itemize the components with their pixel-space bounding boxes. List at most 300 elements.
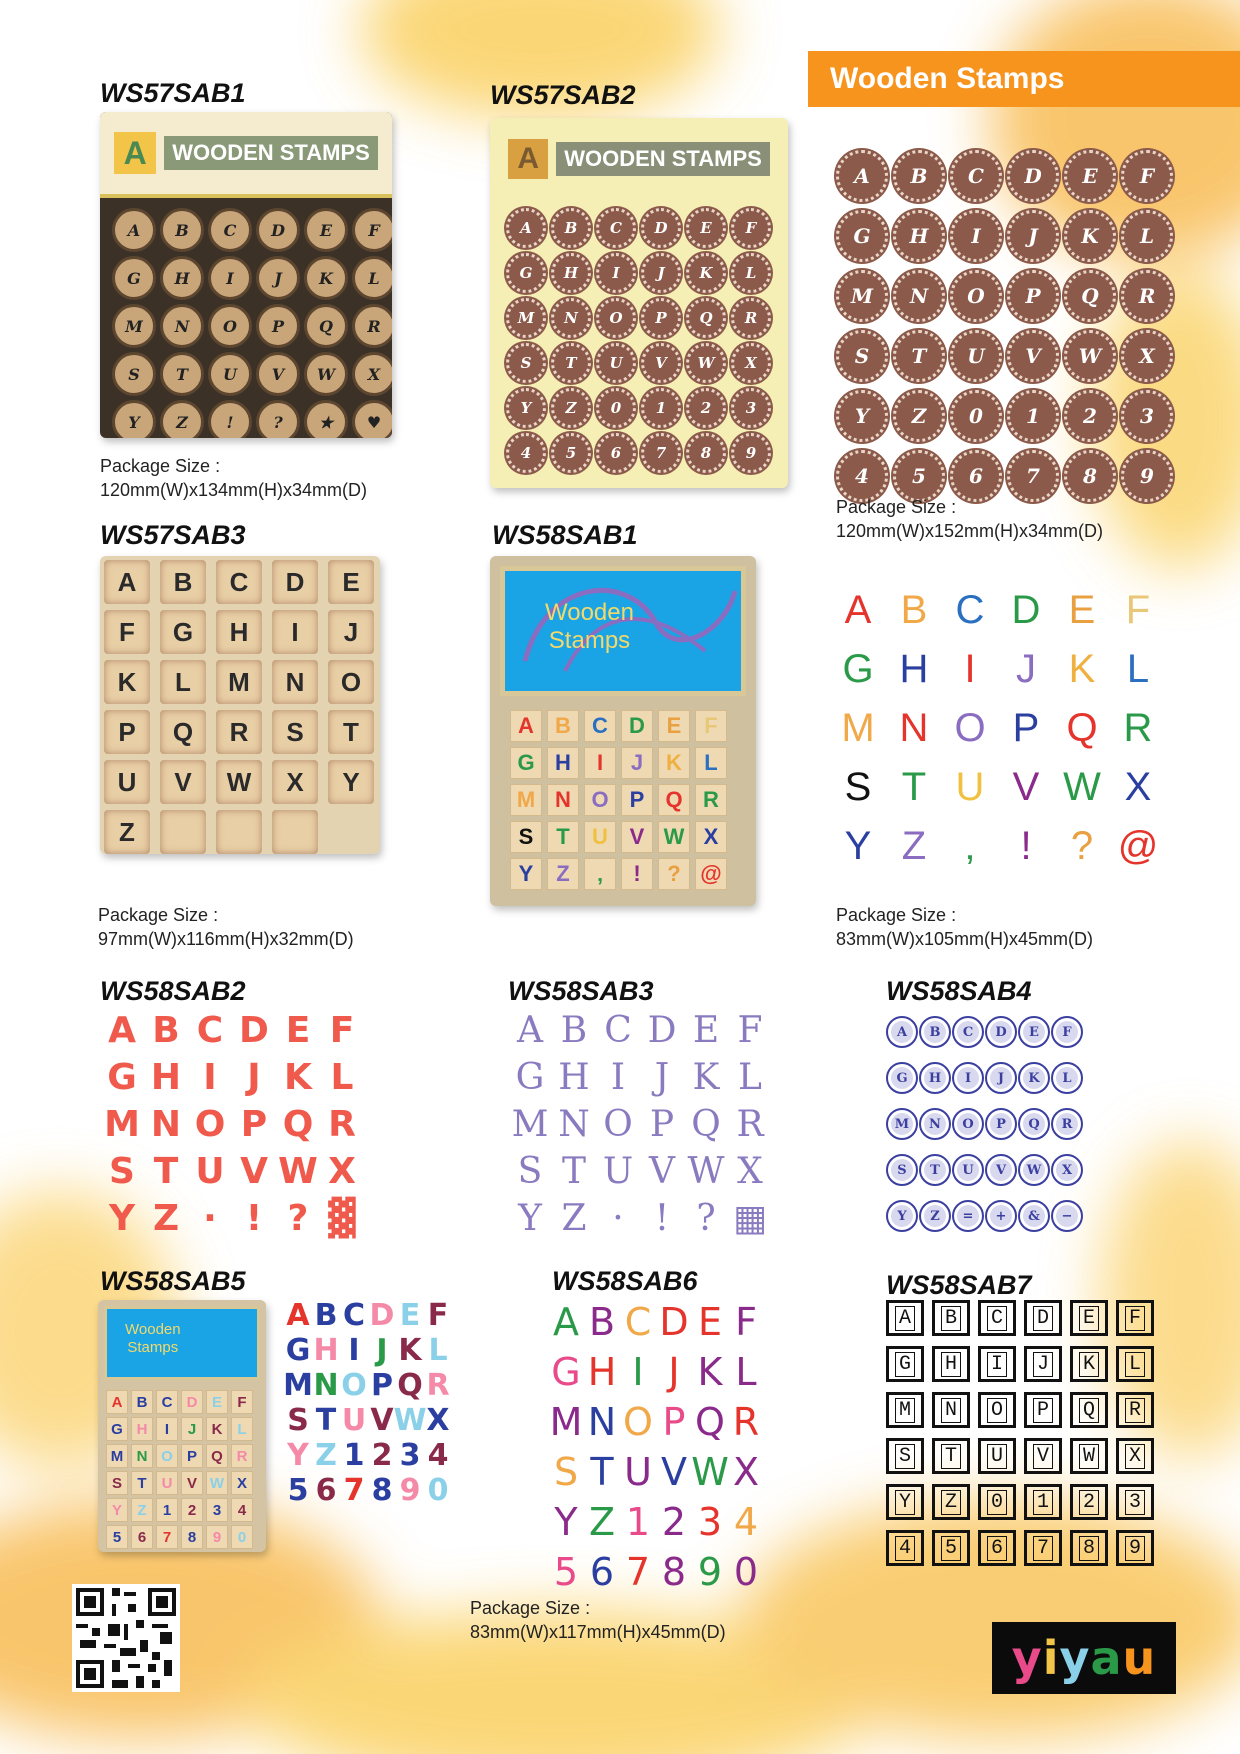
package-size-dimensions: 97mm(W)x116mm(H)x32mm(D) bbox=[98, 929, 354, 949]
imprint-grid-ws58sab6 bbox=[548, 1300, 764, 1594]
stamp-top: K bbox=[686, 253, 726, 293]
stamp-imprint: · bbox=[203, 1198, 217, 1239]
stamp-grid bbox=[490, 706, 756, 894]
stamp-imprint: C bbox=[978, 1300, 1016, 1336]
stamp-imprint: W bbox=[393, 1403, 427, 1438]
stamp-top: L bbox=[352, 256, 392, 300]
stamp-top: F bbox=[695, 710, 727, 742]
stamp-imprint: ! bbox=[1020, 824, 1032, 868]
stamp-top: Q bbox=[686, 298, 726, 338]
stamp-imprint: 4 bbox=[733, 1500, 759, 1544]
stamp-imprint: U bbox=[624, 1450, 652, 1494]
stamp-imprint: R bbox=[736, 1104, 764, 1145]
stamp-top: X bbox=[231, 1471, 253, 1495]
stamp-imprint: G bbox=[285, 1333, 311, 1368]
stamp-top: R bbox=[695, 784, 727, 816]
stamp-imprint: A bbox=[517, 1010, 543, 1051]
stamp-imprint: 7 bbox=[625, 1550, 651, 1594]
stamp-imprint: Y bbox=[108, 1198, 136, 1239]
stamp-imprint: X bbox=[732, 1450, 760, 1494]
stamp-imprint: D bbox=[985, 1016, 1017, 1048]
stamp-grid bbox=[490, 200, 788, 481]
stamp-imprint: W bbox=[687, 1151, 725, 1192]
stamp-imprint: I bbox=[950, 210, 1002, 262]
stamp-top: @ bbox=[695, 858, 727, 890]
stamp-imprint: 2 bbox=[1070, 1484, 1108, 1520]
stamp-top: O bbox=[596, 298, 636, 338]
stamp-imprint: Y bbox=[287, 1438, 309, 1473]
stamp-top: N bbox=[131, 1444, 153, 1468]
stamp-top: 7 bbox=[156, 1525, 178, 1549]
stamp-top: C bbox=[156, 1390, 178, 1414]
stamp-imprint: P bbox=[1012, 706, 1040, 750]
stamp-imprint: W bbox=[691, 1450, 729, 1494]
stamp-imprint: C bbox=[604, 1010, 632, 1051]
stamp-imprint: 6 bbox=[978, 1530, 1016, 1566]
stamp-imprint: E bbox=[1068, 588, 1096, 632]
stamp-imprint: X bbox=[1121, 330, 1173, 382]
stamp-imprint: Q bbox=[691, 1104, 721, 1145]
stamp-imprint: J bbox=[668, 1350, 680, 1394]
stamp-imprint: S bbox=[517, 1151, 543, 1192]
box-header bbox=[100, 112, 392, 198]
imprint-grid-ws58sab3 bbox=[508, 1010, 772, 1239]
stamp-imprint: I bbox=[632, 1350, 644, 1394]
stamp-imprint: Q bbox=[1066, 706, 1098, 750]
stamp-top: P bbox=[104, 710, 150, 754]
stamp-imprint: 2 bbox=[371, 1438, 393, 1473]
stamp-imprint: K bbox=[398, 1333, 422, 1368]
stamp-imprint: T bbox=[561, 1151, 586, 1192]
stamp-imprint: D bbox=[1011, 588, 1041, 632]
stamp-imprint: M bbox=[886, 1392, 924, 1428]
stamp-top: P bbox=[181, 1444, 203, 1468]
stamp-imprint: C bbox=[955, 588, 985, 632]
package-size-label: Package Size : bbox=[836, 905, 957, 925]
stamp-imprint: 1 bbox=[1007, 390, 1059, 442]
stamp-imprint: E bbox=[1064, 150, 1116, 202]
stamp-top: 4 bbox=[231, 1498, 253, 1522]
stamp-top: C bbox=[584, 710, 616, 742]
package-size-dimensions: 83mm(W)x117mm(H)x45mm(D) bbox=[470, 1622, 726, 1642]
stamp-imprint: 8 bbox=[1070, 1530, 1108, 1566]
stamp-imprint: V bbox=[1024, 1438, 1062, 1474]
stamp-top: Q bbox=[658, 784, 690, 816]
stamp-imprint: 9 bbox=[399, 1473, 421, 1508]
stamp-imprint: B bbox=[932, 1300, 970, 1336]
stamp-imprint: & bbox=[1018, 1200, 1050, 1232]
product-photo-ws57sab1 bbox=[100, 112, 392, 438]
stamp-top: B bbox=[551, 208, 591, 248]
stamp-imprint: W bbox=[1063, 765, 1101, 809]
stamp-top: W bbox=[686, 343, 726, 383]
stamp-imprint: H bbox=[932, 1346, 970, 1382]
stamp-imprint: X bbox=[426, 1403, 450, 1438]
stamp-imprint: I bbox=[964, 647, 976, 691]
product-code-ws58sab6: WS58SAB6 bbox=[552, 1266, 698, 1296]
product-code-ws57sab1: WS57SAB1 bbox=[100, 78, 246, 108]
stamp-imprint: 7 bbox=[1007, 450, 1059, 502]
stamp-imprint: Z bbox=[893, 390, 945, 442]
stamp-imprint: P bbox=[662, 1400, 686, 1444]
brand-logo-letter: y bbox=[1011, 1631, 1043, 1685]
stamp-top: R bbox=[352, 304, 392, 348]
stamp-imprint: L bbox=[1126, 647, 1150, 691]
stamp-imprint: V bbox=[240, 1151, 268, 1192]
stamp-top: N bbox=[551, 298, 591, 338]
stamp-top: F bbox=[731, 208, 771, 248]
stamp-top: ★ bbox=[304, 400, 348, 438]
stamp-imprint: B bbox=[893, 150, 945, 202]
stamp-imprint: A bbox=[553, 1300, 579, 1344]
stamp-imprint: H bbox=[587, 1350, 617, 1394]
product-photo-ws57sab2 bbox=[490, 118, 788, 488]
stamp-imprint: J bbox=[247, 1057, 261, 1098]
box-title-line-1: Wooden bbox=[125, 1321, 181, 1338]
stamp-imprint: R bbox=[1051, 1108, 1083, 1140]
stamp-imprint: X bbox=[1124, 765, 1152, 809]
stamp-imprint: Y bbox=[554, 1500, 578, 1544]
stamp-top: S bbox=[506, 343, 546, 383]
stamp-imprint: R bbox=[328, 1104, 356, 1145]
stamp-imprint: 2 bbox=[661, 1500, 687, 1544]
stamp-imprint: L bbox=[735, 1350, 757, 1394]
stamp-top: ? bbox=[256, 400, 300, 438]
stamp-top: G bbox=[106, 1417, 128, 1441]
stamp-imprint: B bbox=[919, 1016, 951, 1048]
box-header bbox=[490, 118, 788, 200]
stamp-top: B bbox=[160, 208, 204, 252]
stamp-imprint: E bbox=[399, 1298, 421, 1333]
imprint-grid-ws57sab2 bbox=[836, 150, 1178, 502]
stamp-imprint: T bbox=[932, 1438, 970, 1474]
box-title-line-1: Wooden bbox=[545, 599, 634, 626]
stamp-imprint: V bbox=[649, 1151, 675, 1192]
stamp-top: B bbox=[547, 710, 579, 742]
stamp-imprint: N bbox=[932, 1392, 970, 1428]
stamp-imprint: N bbox=[919, 1108, 951, 1140]
stamp-imprint: Q bbox=[1064, 270, 1116, 322]
stamp-imprint: B bbox=[152, 1010, 180, 1051]
stamp-top: A bbox=[506, 208, 546, 248]
package-size-label: Package Size : bbox=[470, 1598, 591, 1618]
stamp-imprint: 6 bbox=[315, 1473, 337, 1508]
stamp-imprint: H bbox=[150, 1057, 182, 1098]
stamp-top: Z bbox=[551, 388, 591, 428]
stamp-top: G bbox=[160, 610, 206, 654]
package-size-ws57sab2 bbox=[836, 495, 1103, 543]
stamp-imprint: I bbox=[203, 1057, 217, 1098]
product-code-ws58sab1: WS58SAB1 bbox=[492, 520, 638, 550]
product-code-ws58sab4: WS58SAB4 bbox=[886, 976, 1032, 1006]
box-title bbox=[125, 1321, 181, 1357]
stamp-top: V bbox=[641, 343, 681, 383]
stamp-imprint: 1 bbox=[343, 1438, 365, 1473]
stamp-imprint: 1 bbox=[625, 1500, 651, 1544]
stamp-imprint: Y bbox=[844, 824, 872, 868]
stamp-imprint: 5 bbox=[287, 1473, 309, 1508]
stamp-imprint: M bbox=[511, 1104, 549, 1145]
stamp-top: Z bbox=[104, 810, 150, 854]
stamp-imprint: 3 bbox=[1116, 1484, 1154, 1520]
stamp-imprint: Q bbox=[1070, 1392, 1108, 1428]
stamp-top: I bbox=[584, 747, 616, 779]
stamp-top: I bbox=[208, 256, 252, 300]
stamp-top bbox=[160, 810, 206, 854]
stamp-top: Y bbox=[106, 1498, 128, 1522]
stamp-imprint: Q bbox=[282, 1104, 314, 1145]
stamp-imprint: 3 bbox=[399, 1438, 421, 1473]
stamp-imprint: R bbox=[1123, 706, 1153, 750]
brand-logo-letter: u bbox=[1122, 1631, 1157, 1685]
stamp-top: D bbox=[641, 208, 681, 248]
stamp-imprint: A bbox=[886, 1016, 918, 1048]
stamp-imprint: G bbox=[886, 1062, 918, 1094]
stamp-imprint: L bbox=[1051, 1062, 1083, 1094]
stamp-top: W bbox=[216, 760, 262, 804]
stamp-imprint: 3 bbox=[697, 1500, 723, 1544]
stamp-top: G bbox=[510, 747, 542, 779]
stamp-imprint: O bbox=[194, 1104, 226, 1145]
stamp-top: P bbox=[256, 304, 300, 348]
stamp-imprint: I bbox=[978, 1346, 1016, 1382]
stamp-imprint: 9 bbox=[1121, 450, 1173, 502]
stamp-imprint: D bbox=[647, 1010, 677, 1051]
stamp-imprint: J bbox=[376, 1333, 388, 1368]
stamp-imprint: X bbox=[328, 1151, 356, 1192]
package-size-dimensions: 120mm(W)x152mm(H)x34mm(D) bbox=[836, 521, 1104, 541]
box-title: WOODEN STAMPS bbox=[164, 136, 378, 170]
stamp-imprint: ? bbox=[696, 1198, 716, 1239]
stamp-imprint: 4 bbox=[836, 450, 888, 502]
stamp-imprint: 0 bbox=[427, 1473, 449, 1508]
stamp-top: Z bbox=[547, 858, 579, 890]
stamp-top: 4 bbox=[506, 433, 546, 473]
stamp-top: L bbox=[231, 1417, 253, 1441]
abc-block-icon: A bbox=[508, 139, 548, 179]
stamp-top: G bbox=[506, 253, 546, 293]
stamp-imprint: X bbox=[1051, 1154, 1083, 1186]
stamp-imprint: N bbox=[899, 706, 929, 750]
stamp-imprint: U bbox=[978, 1438, 1016, 1474]
stamp-imprint: C bbox=[196, 1010, 224, 1051]
stamp-top: 1 bbox=[156, 1498, 178, 1522]
stamp-top: O bbox=[584, 784, 616, 816]
stamp-top: M bbox=[506, 298, 546, 338]
stamp-top: H bbox=[216, 610, 262, 654]
brand-logo-letter: a bbox=[1090, 1631, 1123, 1685]
stamp-imprint: 0 bbox=[978, 1484, 1016, 1520]
stamp-imprint: Z bbox=[932, 1484, 970, 1520]
stamp-top: Z bbox=[160, 400, 204, 438]
stamp-imprint: N bbox=[587, 1400, 617, 1444]
box-title: WOODEN STAMPS bbox=[556, 142, 770, 176]
stamp-imprint: Z bbox=[919, 1200, 951, 1232]
stamp-imprint: S bbox=[844, 765, 872, 809]
imprint-grid-ws58sab1 bbox=[830, 588, 1166, 869]
stamp-top: V bbox=[181, 1471, 203, 1495]
section-banner: Wooden Stamps bbox=[808, 51, 1240, 107]
stamp-imprint: M bbox=[283, 1368, 313, 1403]
product-photo-ws57sab3 bbox=[100, 556, 380, 854]
stamp-imprint: S bbox=[553, 1450, 579, 1494]
stamp-top: N bbox=[547, 784, 579, 816]
stamp-top: J bbox=[328, 610, 374, 654]
stamp-top: D bbox=[256, 208, 300, 252]
stamp-imprint: D bbox=[1024, 1300, 1062, 1336]
stamp-top: A bbox=[510, 710, 542, 742]
stamp-top: J bbox=[181, 1417, 203, 1441]
stamp-imprint: X bbox=[1116, 1438, 1154, 1474]
stamp-imprint: 5 bbox=[932, 1530, 970, 1566]
product-photo-ws58sab1 bbox=[490, 556, 756, 906]
stamp-top: H bbox=[131, 1417, 153, 1441]
product-code-ws58sab5: WS58SAB5 bbox=[100, 1266, 246, 1296]
stamp-imprint: M bbox=[836, 270, 888, 322]
stamp-imprint: · bbox=[612, 1198, 624, 1239]
stamp-imprint: S bbox=[109, 1151, 135, 1192]
stamp-imprint: G bbox=[515, 1057, 545, 1098]
stamp-top: N bbox=[160, 304, 204, 348]
stamp-imprint: J bbox=[985, 1062, 1017, 1094]
stamp-imprint: J bbox=[654, 1057, 670, 1098]
stamp-top: T bbox=[547, 821, 579, 853]
stamp-top: Q bbox=[206, 1444, 228, 1468]
stamp-imprint: S bbox=[886, 1438, 924, 1474]
stamp-imprint: N bbox=[150, 1104, 182, 1145]
stamp-top: 0 bbox=[596, 388, 636, 428]
stamp-imprint: U bbox=[955, 765, 985, 809]
stamp-imprint: H bbox=[919, 1062, 951, 1094]
stamp-imprint: E bbox=[285, 1010, 311, 1051]
stamp-imprint: T bbox=[893, 330, 945, 382]
stamp-imprint: P bbox=[985, 1108, 1017, 1140]
stamp-top: R bbox=[731, 298, 771, 338]
package-size-ws58sab6 bbox=[470, 1596, 726, 1644]
stamp-imprint: V bbox=[370, 1403, 394, 1438]
stamp-top: H bbox=[547, 747, 579, 779]
stamp-imprint: O bbox=[978, 1392, 1016, 1428]
brand-logo bbox=[992, 1622, 1176, 1694]
stamp-imprint: J bbox=[1016, 647, 1036, 691]
abc-block-icon: A bbox=[114, 132, 156, 174]
stamp-imprint: Z bbox=[901, 824, 927, 868]
stamp-imprint: + bbox=[985, 1200, 1017, 1232]
stamp-imprint: K bbox=[1018, 1062, 1050, 1094]
stamp-imprint: A bbox=[844, 588, 872, 632]
stamp-top: 5 bbox=[106, 1525, 128, 1549]
stamp-imprint: M bbox=[841, 706, 875, 750]
stamp-imprint: P bbox=[649, 1104, 675, 1145]
stamp-top: 7 bbox=[641, 433, 681, 473]
stamp-top: Y bbox=[112, 400, 156, 438]
stamp-imprint: D bbox=[239, 1010, 269, 1051]
stamp-imprint: D bbox=[1007, 150, 1059, 202]
package-size-ws58sab1 bbox=[836, 903, 1093, 951]
package-size-label: Package Size : bbox=[100, 456, 221, 476]
stamp-top: W bbox=[658, 821, 690, 853]
stamp-imprint: Y bbox=[518, 1198, 542, 1239]
qr-code-icon[interactable] bbox=[72, 1584, 180, 1692]
stamp-imprint: V bbox=[1007, 330, 1059, 382]
stamp-imprint: O bbox=[341, 1368, 367, 1403]
stamp-imprint: U bbox=[952, 1154, 984, 1186]
stamp-top: S bbox=[272, 710, 318, 754]
stamp-top: W bbox=[304, 352, 348, 396]
stamp-top: 8 bbox=[686, 433, 726, 473]
stamp-imprint: D bbox=[369, 1298, 395, 1333]
package-size-ws57sab3 bbox=[98, 903, 354, 951]
stamp-top: U bbox=[104, 760, 150, 804]
stamp-imprint: W bbox=[1018, 1154, 1050, 1186]
stamp-imprint: 5 bbox=[553, 1550, 579, 1594]
stamp-top: E bbox=[206, 1390, 228, 1414]
stamp-top: R bbox=[216, 710, 262, 754]
stamp-imprint: H bbox=[558, 1057, 590, 1098]
stamp-imprint: 0 bbox=[733, 1550, 759, 1594]
stamp-imprint: ! bbox=[654, 1198, 670, 1239]
stamp-imprint: V bbox=[985, 1154, 1017, 1186]
stamp-top: C bbox=[208, 208, 252, 252]
stamp-top: P bbox=[641, 298, 681, 338]
stamp-top: ! bbox=[621, 858, 653, 890]
product-code-ws57sab2: WS57SAB2 bbox=[490, 80, 636, 110]
stamp-top: T bbox=[551, 343, 591, 383]
stamp-imprint: R bbox=[1121, 270, 1173, 322]
stamp-top: F bbox=[231, 1390, 253, 1414]
brand-logo-letter: y bbox=[1059, 1631, 1091, 1685]
stamp-imprint: ? bbox=[1070, 824, 1094, 868]
stamp-imprint: O bbox=[623, 1400, 653, 1444]
package-size-ws57sab1 bbox=[100, 454, 367, 502]
stamp-imprint: G bbox=[836, 210, 888, 262]
stamp-top: S bbox=[106, 1471, 128, 1495]
stamp-imprint: F bbox=[427, 1298, 449, 1333]
stamp-imprint: I bbox=[348, 1333, 360, 1368]
stamp-imprint: T bbox=[315, 1403, 337, 1438]
stamp-top bbox=[216, 810, 262, 854]
stamp-imprint: M bbox=[549, 1400, 583, 1444]
stamp-imprint: 5 bbox=[893, 450, 945, 502]
box-header bbox=[500, 566, 746, 696]
stamp-top: A bbox=[112, 208, 156, 252]
stamp-top: F bbox=[104, 610, 150, 654]
stamp-imprint: Q bbox=[695, 1400, 725, 1444]
stamp-imprint: ‚ bbox=[965, 824, 975, 868]
stamp-top: V bbox=[160, 760, 206, 804]
stamp-imprint: U bbox=[602, 1151, 634, 1192]
stamp-top: J bbox=[256, 256, 300, 300]
stamp-imprint: O bbox=[954, 706, 986, 750]
stamp-top: R bbox=[231, 1444, 253, 1468]
brand-logo-letter: i bbox=[1042, 1631, 1060, 1685]
stamp-imprint: V bbox=[661, 1450, 687, 1494]
stamp-top: 2 bbox=[686, 388, 726, 428]
stamp-imprint: P bbox=[1024, 1392, 1062, 1428]
stamp-imprint: 6 bbox=[950, 450, 1002, 502]
product-code-ws57sab3: WS57SAB3 bbox=[100, 520, 246, 550]
stamp-imprint: Z bbox=[588, 1500, 616, 1544]
stamp-imprint: G bbox=[842, 647, 874, 691]
stamp-imprint: K bbox=[1070, 1346, 1108, 1382]
stamp-imprint: Q bbox=[397, 1368, 423, 1403]
stamp-top bbox=[272, 810, 318, 854]
stamp-imprint: 2 bbox=[1064, 390, 1116, 442]
stamp-top: O bbox=[328, 660, 374, 704]
stamp-imprint: B bbox=[560, 1010, 588, 1051]
stamp-top: K bbox=[104, 660, 150, 704]
stamp-top: T bbox=[131, 1471, 153, 1495]
